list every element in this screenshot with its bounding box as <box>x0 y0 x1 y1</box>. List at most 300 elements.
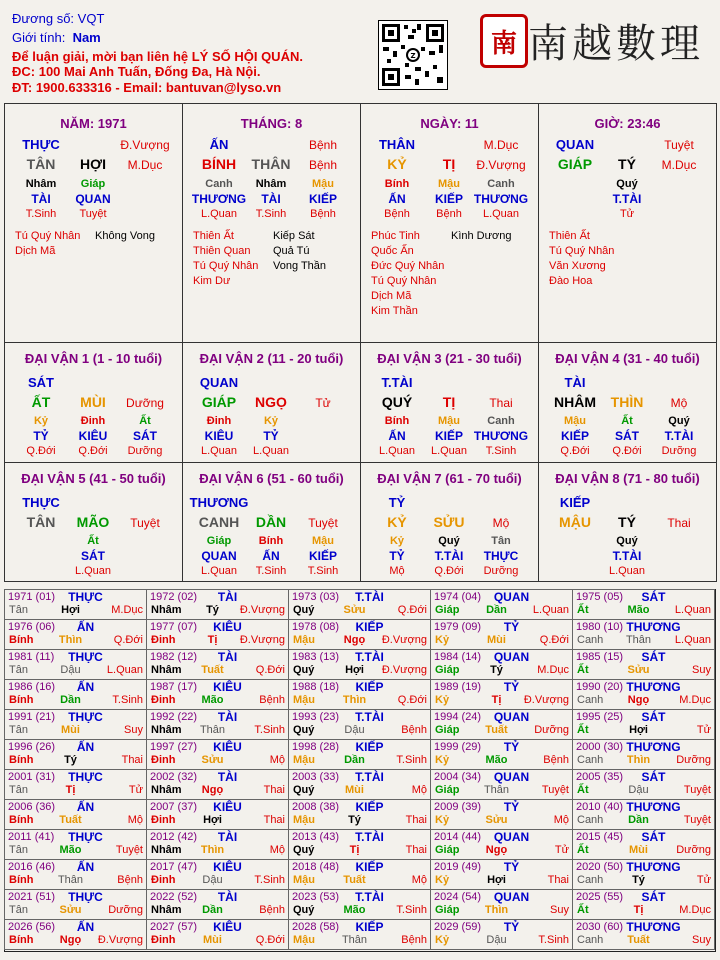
year-branch: Sửu <box>59 904 82 916</box>
year-label: 2009 (39) <box>434 801 482 813</box>
hidden-stem: Bính <box>258 535 284 547</box>
branch-stage: Tử <box>315 396 331 410</box>
year-stage: Thai <box>405 814 427 826</box>
hidden-stage: L.Quan <box>252 445 290 457</box>
luck-pillar-title: ĐẠI VẬN 1 (1 - 10 tuổi) <box>24 351 163 366</box>
year-stem: Quý <box>293 664 315 676</box>
year-label: 1973 (03) <box>292 591 340 603</box>
year-stage: Bệnh <box>401 724 427 736</box>
year-branch: Thân <box>483 784 510 796</box>
luck-pillar-8 <box>538 462 717 582</box>
qr-code-icon <box>378 20 448 90</box>
hidden-stage: T.Sinh <box>485 445 517 457</box>
year-stem: Canh <box>577 814 604 826</box>
earthly-branch: NGỌ <box>255 394 287 410</box>
pillar-title: THÁNG: 8 <box>240 116 303 131</box>
year-ten-god: ẤN <box>76 920 95 934</box>
year-ten-god: TÀI <box>217 830 238 844</box>
year-stage: Mộ <box>269 754 285 766</box>
hidden-god: QUAN <box>75 192 111 206</box>
year-label: 1980 (10) <box>576 621 624 633</box>
pillar-4 <box>538 103 717 343</box>
year-ten-god: TỶ <box>503 620 520 634</box>
year-branch: Mão <box>485 754 508 766</box>
year-cell <box>572 859 715 890</box>
year-branch: Thân <box>341 934 368 946</box>
year-branch: Tý <box>64 754 77 766</box>
hidden-stem: Mậu <box>312 535 334 547</box>
hidden-god: ẤN <box>388 192 406 206</box>
year-label: 1976 (06) <box>8 621 56 633</box>
earthly-branch: TỊ <box>442 156 456 172</box>
hidden-stage: T.Sinh <box>25 208 57 220</box>
year-stem: Đinh <box>151 934 176 946</box>
hidden-stage: T.Sinh <box>307 565 339 577</box>
hidden-stage: Q.Đới <box>612 445 642 457</box>
hidden-stem: Quý <box>438 535 460 547</box>
year-cell <box>146 829 289 860</box>
year-cell <box>572 799 715 830</box>
ten-god: THỰC <box>22 137 60 152</box>
year-branch: Ngọ <box>627 694 650 706</box>
hidden-stage: Tử <box>619 208 635 220</box>
year-branch: Dậu <box>344 724 365 736</box>
branch-stage: M.Dục <box>661 158 697 172</box>
year-stem: Giáp <box>435 904 460 916</box>
year-cell <box>430 679 573 710</box>
year-cell <box>430 889 573 920</box>
hidden-god: KIẾP <box>434 429 464 443</box>
year-branch: Tị <box>633 904 644 916</box>
year-cell <box>572 919 715 950</box>
year-cell <box>572 619 715 650</box>
ten-god: THÂN <box>378 137 416 152</box>
hidden-god: TỶ <box>263 429 279 443</box>
hidden-stage: Bệnh <box>310 208 336 220</box>
year-ten-god: TỶ <box>503 680 520 694</box>
year-ten-god: TÀI <box>217 890 238 904</box>
year-ten-god: QUAN <box>493 710 530 724</box>
year-ten-god: SÁT <box>641 890 666 904</box>
year-stem: Đinh <box>151 694 176 706</box>
hidden-god: SÁT <box>81 549 105 563</box>
year-branch: Ngọ <box>59 934 82 946</box>
contact-line: Để luận giải, mời bạn liên hệ LÝ SỐ HỘI QUÁN. <box>12 49 303 64</box>
luck-pillar-1 <box>4 342 183 463</box>
year-stem: Mậu <box>293 754 315 766</box>
pillar-title: GIỜ: 23:46 <box>594 116 661 131</box>
hidden-stem: Kỷ <box>33 415 49 427</box>
year-cell <box>4 619 147 650</box>
special-star: Tú Quý Nhân <box>15 230 81 242</box>
hidden-stage: Q.Đới <box>26 445 56 457</box>
year-label: 2014 (44) <box>434 831 482 843</box>
special-star: Dịch Mã <box>371 290 412 302</box>
year-stem: Mậu <box>293 934 315 946</box>
year-stage: T.Sinh <box>254 874 285 886</box>
year-ten-god: THƯƠNG <box>626 740 681 754</box>
year-stem: Bính <box>9 694 34 706</box>
year-cell <box>430 769 573 800</box>
year-branch: Thìn <box>58 634 83 646</box>
year-stage: T.Sinh <box>396 754 427 766</box>
year-stem: Tân <box>9 784 28 796</box>
year-ten-god: KIẾP <box>355 740 384 754</box>
special-star: Kim Dư <box>193 275 231 287</box>
year-label: 1991 (21) <box>8 711 56 723</box>
four-pillars-grid <box>4 103 716 581</box>
year-branch: Dần <box>486 604 507 616</box>
hidden-stage: Tuyệt <box>79 208 107 220</box>
year-stage: Tuyệt <box>683 814 711 826</box>
year-branch: Hợi <box>203 814 222 826</box>
heavenly-stem: CANH <box>198 514 240 530</box>
year-stem: Bính <box>9 874 34 886</box>
year-stem: Tân <box>9 664 28 676</box>
special-star: Phúc Tinh <box>371 230 420 242</box>
heavenly-stem: GIÁP <box>557 156 593 172</box>
ten-god: ẤN <box>209 137 229 152</box>
hidden-god: THƯƠNG <box>191 192 247 206</box>
year-stem: Đinh <box>151 874 176 886</box>
luck-pillar-title: ĐẠI VẬN 7 (61 - 70 tuổi) <box>377 471 522 486</box>
year-stage: T.Sinh <box>396 904 427 916</box>
hidden-god: THƯƠNG <box>473 192 529 206</box>
year-ten-god: KIẾP <box>355 860 384 874</box>
year-label: 1988 (18) <box>292 681 340 693</box>
hidden-god: T.TÀI <box>434 549 464 563</box>
year-stage: Tuyệt <box>683 784 711 796</box>
branch-stage: Bệnh <box>308 158 338 172</box>
year-ten-god: THỰC <box>68 830 103 844</box>
year-cell <box>146 589 289 620</box>
year-stage: Đ.Vượng <box>523 694 569 706</box>
year-stage: Suy <box>692 664 711 676</box>
year-label: 2020 (50) <box>576 861 624 873</box>
year-label: 2023 (53) <box>292 891 340 903</box>
hidden-god: SÁT <box>615 429 639 443</box>
special-star: Không Vong <box>95 230 155 242</box>
year-cell <box>4 739 147 770</box>
year-stem: Kỷ <box>435 814 450 826</box>
year-stage: L.Quan <box>532 604 569 616</box>
year-ten-god: T.TÀI <box>355 710 384 724</box>
heavenly-stem: TÂN <box>26 156 56 172</box>
year-ten-god: TÀI <box>217 590 238 604</box>
hidden-stem: Ất <box>87 535 99 547</box>
year-label: 2002 (32) <box>150 771 198 783</box>
year-stem: Quý <box>293 844 315 856</box>
year-label: 2007 (37) <box>150 801 198 813</box>
special-star: Văn Xương <box>549 260 606 272</box>
year-stage: T.Sinh <box>538 934 569 946</box>
year-stem: Giáp <box>435 844 460 856</box>
year-stage: Thai <box>121 754 143 766</box>
hidden-stem: Quý <box>616 178 638 190</box>
year-stage: M.Dục <box>111 604 143 616</box>
year-stage: Suy <box>692 934 711 946</box>
special-star: Tú Quý Nhân <box>371 275 437 287</box>
year-stage: Tuyệt <box>541 784 569 796</box>
year-stem: Ất <box>577 904 589 916</box>
hidden-stage: L.Quan <box>608 565 646 577</box>
year-label: 1998 (28) <box>292 741 340 753</box>
year-ten-god: TỶ <box>503 800 520 814</box>
hidden-god: TÀI <box>31 192 51 206</box>
year-label: 2021 (51) <box>8 891 56 903</box>
year-label: 2015 (45) <box>576 831 624 843</box>
year-label: 1983 (13) <box>292 651 340 663</box>
year-ten-god: THỰC <box>68 710 103 724</box>
special-star: Kim Thần <box>371 305 418 317</box>
year-ten-god: SÁT <box>641 710 666 724</box>
year-ten-god: THỰC <box>68 770 103 784</box>
year-cell <box>572 769 715 800</box>
year-ten-god: QUAN <box>493 590 530 604</box>
year-cell <box>146 859 289 890</box>
pillar-1 <box>4 103 183 343</box>
special-star: Dịch Mã <box>15 245 56 257</box>
year-branch: Mùi <box>203 934 222 946</box>
heavenly-stem: BÍNH <box>201 156 237 172</box>
year-stem: Ất <box>577 844 589 856</box>
year-ten-god: KIÊU <box>213 740 242 754</box>
year-branch: Hợi <box>487 874 506 886</box>
year-branch: Sửu <box>343 604 366 616</box>
year-stage: L.Quan <box>674 604 711 616</box>
year-cell <box>430 649 573 680</box>
earthly-branch: THÂN <box>251 156 291 172</box>
year-label: 1975 (05) <box>576 591 624 603</box>
year-stem: Bính <box>9 754 34 766</box>
hidden-stem: Mậu <box>564 415 586 427</box>
year-ten-god: ẤN <box>76 800 95 814</box>
year-label: 2005 (35) <box>576 771 624 783</box>
year-ten-god: KIÊU <box>213 920 242 934</box>
year-stage: Q.Đới <box>397 604 427 616</box>
year-branch: Tuất <box>201 664 224 676</box>
year-branch: Hợi <box>61 604 80 616</box>
client-code: Đương số: VQT <box>12 11 105 26</box>
ten-god-stage: Đ.Vượng <box>120 138 170 152</box>
year-branch: Mùi <box>345 784 364 796</box>
branch-stage: Mộ <box>670 396 688 410</box>
year-branch: Tị <box>65 784 76 796</box>
luck-pillar-7 <box>360 462 539 582</box>
branch-stage: Tuyệt <box>308 516 338 530</box>
year-branch: Tý <box>632 874 645 886</box>
year-cell <box>430 619 573 650</box>
brand-logo: 南越數理 <box>528 21 704 67</box>
year-cell <box>4 709 147 740</box>
year-branch: Dần <box>60 694 81 706</box>
year-ten-god: KIÊU <box>213 680 242 694</box>
year-ten-god: TỶ <box>503 860 520 874</box>
year-stem: Bính <box>9 634 34 646</box>
hidden-god: KIẾP <box>308 549 338 563</box>
hidden-god: SÁT <box>133 429 157 443</box>
year-cell <box>4 589 147 620</box>
hidden-stage: L.Quan <box>200 445 238 457</box>
luck-pillar-title: ĐẠI VẬN 4 (31 - 40 tuổi) <box>555 351 700 366</box>
year-branch: Hợi <box>629 724 648 736</box>
year-stem: Giáp <box>435 784 460 796</box>
year-branch: Mão <box>59 844 82 856</box>
year-branch: Thìn <box>626 754 651 766</box>
year-ten-god: QUAN <box>493 890 530 904</box>
hidden-stem: Canh <box>205 178 233 190</box>
year-stem: Quý <box>293 604 315 616</box>
special-star: Quốc Ấn <box>371 245 414 257</box>
earthly-branch: DẦN <box>255 514 287 530</box>
year-stage: Bệnh <box>401 934 427 946</box>
year-stage: Đ.Vượng <box>97 934 143 946</box>
hidden-stem: Mậu <box>312 178 334 190</box>
heavenly-stem: KỶ <box>387 514 407 530</box>
hidden-stage: Bệnh <box>436 208 462 220</box>
heavenly-stem: TÂN <box>26 514 56 530</box>
year-branch: Ngọ <box>201 784 224 796</box>
ten-god: QUAN <box>199 375 239 390</box>
year-branch: Dậu <box>486 934 507 946</box>
earthly-branch: SỬU <box>433 514 465 530</box>
year-stage: Thai <box>405 844 427 856</box>
year-stem: Kỷ <box>435 634 450 646</box>
year-stage: Thai <box>547 874 569 886</box>
year-stem: Ất <box>577 784 589 796</box>
year-ten-god: KIÊU <box>213 800 242 814</box>
earthly-branch: THÌN <box>610 394 644 410</box>
year-stem: Nhâm <box>151 664 182 676</box>
year-ten-god: TỶ <box>503 920 520 934</box>
year-ten-god: KIẾP <box>355 800 384 814</box>
special-star: Đào Hoa <box>549 275 593 287</box>
luck-pillar-title: ĐẠI VẬN 2 (11 - 20 tuổi) <box>199 351 344 366</box>
year-branch: Thân <box>57 874 84 886</box>
year-label: 2008 (38) <box>292 801 340 813</box>
year-label: 1977 (07) <box>150 621 198 633</box>
hidden-stage: Q.Đới <box>434 565 464 577</box>
year-label: 2028 (58) <box>292 921 340 933</box>
year-label: 1995 (25) <box>576 711 624 723</box>
hidden-stage: Dưỡng <box>127 445 163 457</box>
year-stem: Tân <box>9 724 28 736</box>
hidden-stem: Kỷ <box>389 535 405 547</box>
year-label: 1971 (01) <box>8 591 56 603</box>
year-ten-god: KIÊU <box>213 860 242 874</box>
year-branch: Mùi <box>61 724 80 736</box>
year-ten-god: THƯƠNG <box>626 680 681 694</box>
hidden-god: T.TÀI <box>664 429 694 443</box>
year-cell <box>4 769 147 800</box>
year-label: 2016 (46) <box>8 861 56 873</box>
hidden-stage: L.Quan <box>430 445 468 457</box>
hidden-god: ẤN <box>262 549 280 563</box>
hidden-stage: L.Quan <box>378 445 416 457</box>
year-label: 2019 (49) <box>434 861 482 873</box>
hidden-stem: Kỷ <box>263 415 279 427</box>
heavenly-stem: QUÝ <box>381 394 413 410</box>
hidden-stem: Bính <box>384 415 410 427</box>
pillar-2 <box>182 103 361 343</box>
year-stage: Mộ <box>411 784 427 796</box>
year-ten-god: KIẾP <box>355 680 384 694</box>
year-stem: Tân <box>9 844 28 856</box>
year-ten-god: SÁT <box>641 650 666 664</box>
year-stem: Giáp <box>435 604 460 616</box>
year-stage: Bệnh <box>259 904 285 916</box>
year-ten-god: QUAN <box>493 770 530 784</box>
year-stage: Đ.Vượng <box>239 634 285 646</box>
year-stem: Kỷ <box>435 934 450 946</box>
chart-header <box>0 0 720 100</box>
luck-pillar-title: ĐẠI VẬN 8 (71 - 80 tuổi) <box>555 471 700 486</box>
year-branch: Thìn <box>200 844 225 856</box>
year-stem: Tân <box>9 604 28 616</box>
year-label: 2026 (56) <box>8 921 56 933</box>
year-stem: Bính <box>9 814 34 826</box>
year-stage: Q.Đới <box>113 634 143 646</box>
year-label: 1986 (16) <box>8 681 56 693</box>
year-stem: Nhâm <box>151 604 182 616</box>
hidden-stem: Tân <box>491 535 511 547</box>
year-cell <box>288 859 431 890</box>
hidden-stage: Q.Đới <box>78 445 108 457</box>
year-ten-god: QUAN <box>493 830 530 844</box>
year-stage: Mộ <box>411 874 427 886</box>
luck-pillar-title: ĐẠI VẬN 6 (51 - 60 tuổi) <box>199 471 344 486</box>
year-stem: Đinh <box>151 754 176 766</box>
year-branch: Dần <box>202 904 223 916</box>
year-stem: Nhâm <box>151 904 182 916</box>
year-branch: Thìn <box>484 904 509 916</box>
year-cell <box>430 799 573 830</box>
year-label: 1989 (19) <box>434 681 482 693</box>
year-stem: Mậu <box>293 694 315 706</box>
year-ten-god: T.TÀI <box>355 650 384 664</box>
earthly-branch: TÝ <box>618 156 636 172</box>
year-label: 1993 (23) <box>292 711 340 723</box>
ten-god-stage: Tuyệt <box>664 138 694 152</box>
hidden-god: T.TÀI <box>612 549 642 563</box>
year-cell <box>572 889 715 920</box>
year-ten-god: KIÊU <box>213 620 242 634</box>
hidden-stem: Mậu <box>438 178 460 190</box>
year-stage: M.Dục <box>537 664 569 676</box>
year-stage: Đ.Vượng <box>239 604 285 616</box>
year-stem: Nhâm <box>151 784 182 796</box>
year-branch: Tuất <box>627 934 650 946</box>
year-cell <box>430 709 573 740</box>
year-branch: Tuất <box>485 724 508 736</box>
hidden-stem: Giáp <box>206 535 232 547</box>
year-ten-god: ẤN <box>76 620 95 634</box>
year-stage: Đ.Vượng <box>381 664 427 676</box>
branch-stage: Tuyệt <box>130 516 160 530</box>
year-cell <box>288 829 431 860</box>
year-ten-god: T.TÀI <box>355 590 384 604</box>
branch-stage: Dưỡng <box>126 396 164 410</box>
year-cell <box>146 799 289 830</box>
year-stem: Nhâm <box>151 724 182 736</box>
year-stage: T.Sinh <box>112 694 143 706</box>
year-label: 1999 (29) <box>434 741 482 753</box>
luck-pillar-4 <box>538 342 717 463</box>
year-branch: Dậu <box>628 784 649 796</box>
hidden-stage: Dưỡng <box>483 565 519 577</box>
year-branch: Mão <box>627 604 650 616</box>
hidden-stem: Ất <box>139 415 151 427</box>
